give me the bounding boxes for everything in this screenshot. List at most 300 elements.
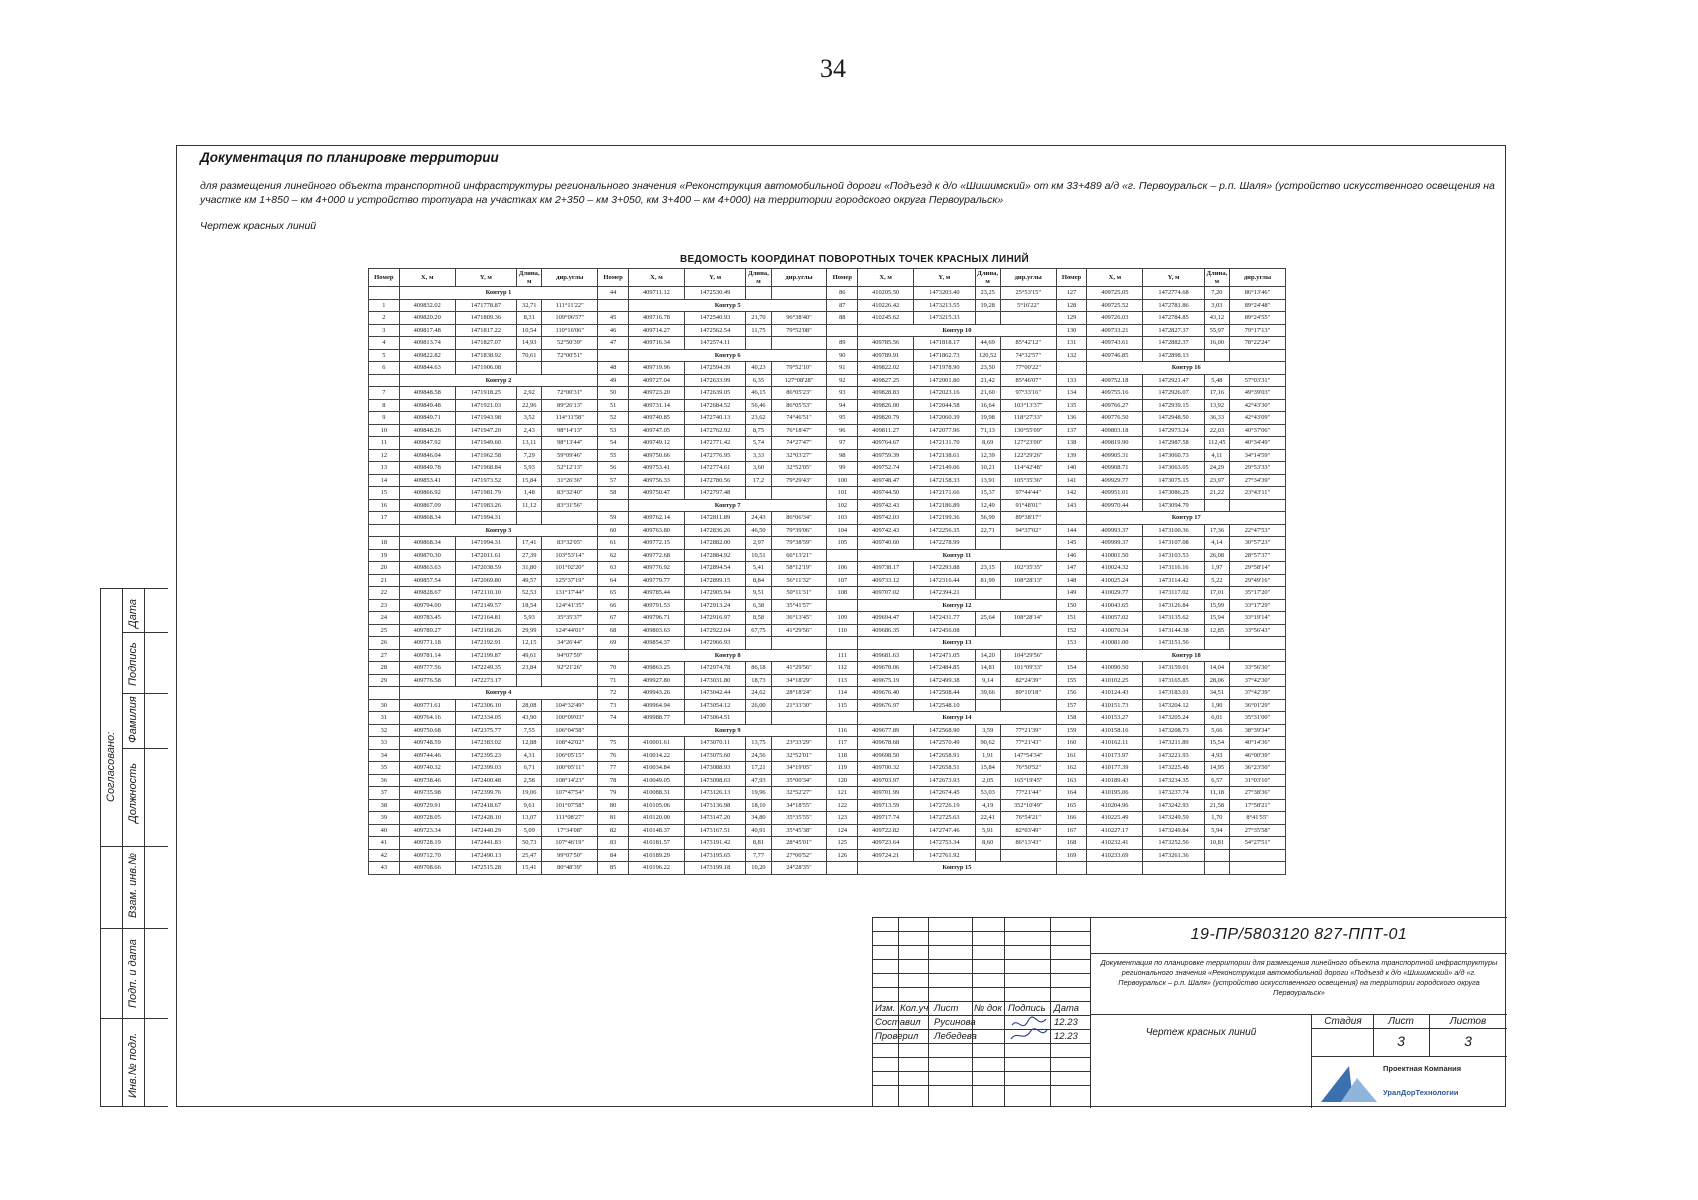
- table-cell: 33: [369, 737, 400, 750]
- table-cell: 1471994.31: [455, 512, 517, 525]
- table-cell: 25: [369, 624, 400, 637]
- table-cell: 26,00: [746, 699, 771, 712]
- table-cell: 33°56'43": [1229, 624, 1285, 637]
- hdr-izm: Изм.: [875, 1003, 896, 1014]
- table-cell: [1056, 649, 1087, 662]
- table-cell: 82°24'39": [1000, 674, 1056, 687]
- table-cell: 410196.22: [628, 862, 684, 875]
- table-cell: 36°01'29": [1229, 699, 1285, 712]
- table-cell: 409740.85: [628, 412, 684, 425]
- table-cell: 137: [1056, 424, 1087, 437]
- table-cell: 409854.37: [628, 637, 684, 650]
- table-cell: 15,99: [1204, 599, 1229, 612]
- table-cell: 19,06: [517, 787, 542, 800]
- table-cell: 35°31'00": [1229, 712, 1285, 725]
- table-cell: 89°24'55": [1229, 312, 1285, 325]
- table-cell: 35: [369, 762, 400, 775]
- hdr-sign: Подпись: [1008, 1003, 1046, 1014]
- table-cell: 409819.90: [1087, 437, 1143, 450]
- table-cell: 409766.27: [1087, 399, 1143, 412]
- table-cell: [975, 312, 1000, 325]
- table-cell: 25°53'15": [1000, 287, 1056, 300]
- table-cell: 409927.80: [628, 674, 684, 687]
- table-cell: 410081.00: [1087, 637, 1143, 650]
- table-cell: 90,62: [975, 737, 1000, 750]
- table-cell: 41°29'56": [771, 624, 827, 637]
- table-cell: [975, 624, 1000, 637]
- table-cell: 32°03'27": [771, 449, 827, 462]
- table-cell: 117: [827, 737, 858, 750]
- table-cell: 28,08: [517, 699, 542, 712]
- table-cell: 15: [369, 487, 400, 500]
- table-cell: 1472913.24: [684, 599, 746, 612]
- table-cell: 86°05'23": [771, 387, 827, 400]
- table-cell: [1229, 637, 1285, 650]
- table-cell: [746, 337, 771, 350]
- table-cell: 163: [1056, 774, 1087, 787]
- table-cell: 127°23'00": [1000, 437, 1056, 450]
- table-cell: [517, 362, 542, 375]
- table-cell: 409694.47: [858, 612, 914, 625]
- table-cell: 41: [369, 837, 400, 850]
- table-cell: 1473205.24: [1143, 712, 1205, 725]
- table-cell: 11: [369, 437, 400, 450]
- table-cell: 15,54: [1204, 737, 1229, 750]
- table-cell: [827, 637, 858, 650]
- table-cell: 119: [827, 762, 858, 775]
- table-cell: 15,84: [517, 474, 542, 487]
- table-cell: 1472784.85: [1143, 312, 1205, 325]
- table-cell: 409708.66: [399, 862, 455, 875]
- table-cell: 409844.63: [399, 362, 455, 375]
- table-cell: 410034.84: [628, 762, 684, 775]
- table-cell: 1471809.36: [455, 312, 517, 325]
- table-cell: 409789.91: [858, 349, 914, 362]
- table-cell: 127: [1056, 287, 1087, 300]
- table-cell: 150: [1056, 599, 1087, 612]
- table-cell: 23,62: [746, 412, 771, 425]
- table-cell: 30: [369, 699, 400, 712]
- table-cell: 1472574.11: [684, 337, 746, 350]
- table-cell: 114°11'58": [542, 412, 598, 425]
- table-cell: [369, 374, 400, 387]
- table-cell: 17,01: [1204, 587, 1229, 600]
- table-cell: 16,64: [975, 399, 1000, 412]
- table-cell: 410205.50: [858, 287, 914, 300]
- table-row: [369, 849, 1286, 862]
- table-cell: 8°41'55": [1229, 812, 1285, 825]
- table-cell: 101°07'58": [542, 799, 598, 812]
- table-cell: 11,75: [746, 324, 771, 337]
- sign-date-label: Подп. и дата: [127, 939, 139, 1008]
- table-cell: 72: [598, 687, 629, 700]
- table-cell: 409828.67: [399, 587, 455, 600]
- table-cell: 39,66: [975, 687, 1000, 700]
- table-cell: 1472922.04: [684, 624, 746, 637]
- table-cell: 13: [369, 462, 400, 475]
- table-cell: 124°41'35": [542, 599, 598, 612]
- table-cell: 17°34'08": [542, 824, 598, 837]
- table-cell: 410151.73: [1087, 699, 1143, 712]
- table-row: [369, 674, 1286, 687]
- table-cell: 1472836.26: [684, 524, 746, 537]
- table-row: [369, 699, 1286, 712]
- table-cell: 40,23: [746, 362, 771, 375]
- table-cell: 1472916.97: [684, 612, 746, 625]
- table-cell: 18,10: [746, 799, 771, 812]
- table-cell: 121: [827, 787, 858, 800]
- table-cell: 111: [827, 649, 858, 662]
- table-cell: 409716.34: [628, 337, 684, 350]
- table-cell: 1,70: [1204, 812, 1229, 825]
- table-cell: 79°52'10": [771, 362, 827, 375]
- table-cell: 410233.69: [1087, 849, 1143, 862]
- title-block-main: [1090, 917, 1507, 1108]
- table-cell: 30°57'23": [1229, 537, 1285, 550]
- table-cell: 410148.37: [628, 824, 684, 837]
- table-cell: [1204, 637, 1229, 650]
- table-cell: 129: [1056, 312, 1087, 325]
- table-cell: 53: [598, 424, 629, 437]
- table-cell: 1472771.42: [684, 437, 746, 450]
- table-cell: 101°02'20": [542, 562, 598, 575]
- table-cell: 152: [1056, 624, 1087, 637]
- table-cell: 96°38'40": [771, 312, 827, 325]
- table-cell: 409749.12: [628, 437, 684, 450]
- table-cell: 23,97: [1204, 474, 1229, 487]
- table-cell: 106°04'58": [542, 724, 598, 737]
- table-cell: 1473103.53: [1143, 549, 1205, 562]
- table-cell: 410001.50: [1087, 549, 1143, 562]
- table-cell: 1472515.28: [455, 862, 517, 875]
- table-cell: 27°00'52": [771, 849, 827, 862]
- table-cell: 409832.02: [399, 299, 455, 312]
- table-cell: 108°42'02": [542, 737, 598, 750]
- table-cell: 410226.42: [858, 299, 914, 312]
- table-cell: 2,92: [517, 387, 542, 400]
- table-cell: 409675.19: [858, 674, 914, 687]
- table-cell: 39: [369, 812, 400, 825]
- table-cell: 147°54'34": [1000, 749, 1056, 762]
- table-cell: 409781.14: [399, 649, 455, 662]
- table-cell: [1204, 349, 1229, 362]
- table-cell: 34°19'05": [771, 762, 827, 775]
- table-cell: 1472383.02: [455, 737, 517, 750]
- table-cell: 1472899.15: [684, 574, 746, 587]
- table-cell: 21,42: [975, 374, 1000, 387]
- table-cell: 409828.83: [858, 387, 914, 400]
- table-cell: 1473215.33: [914, 312, 976, 325]
- table-cell: 409849.48: [399, 399, 455, 412]
- table-cell: 409943.26: [628, 687, 684, 700]
- table-cell: 6: [369, 362, 400, 375]
- table-cell: 22,03: [1204, 424, 1229, 437]
- table-cell: 4,93: [1204, 749, 1229, 762]
- table-cell: 409686.35: [858, 624, 914, 637]
- table-cell: 410124.43: [1087, 687, 1143, 700]
- table-cell: 86°13'43": [1000, 837, 1056, 850]
- table-cell: 43: [369, 862, 400, 875]
- table-cell: [517, 674, 542, 687]
- contour-label: Контур 4: [399, 687, 597, 700]
- table-cell: 27,39: [517, 549, 542, 562]
- table-cell: 86: [827, 287, 858, 300]
- hdr-date: Дата: [1054, 1003, 1080, 1014]
- table-cell: 13,92: [1204, 399, 1229, 412]
- table-cell: 165°19'45": [1000, 774, 1056, 787]
- table-cell: 1472781.86: [1143, 299, 1205, 312]
- table-cell: 28: [369, 662, 400, 675]
- table-cell: 22,96: [517, 399, 542, 412]
- table-cell: 23°33'29": [771, 737, 827, 750]
- contour-label: Контур 13: [858, 637, 1056, 650]
- table-row: [369, 799, 1286, 812]
- table-row: [369, 337, 1286, 350]
- table-cell: [1204, 862, 1229, 875]
- table-row: [369, 499, 1286, 512]
- table-cell: 75: [598, 737, 629, 750]
- table-cell: 19,96: [746, 787, 771, 800]
- table-cell: 409993.37: [1087, 524, 1143, 537]
- hdr-ndok: № док: [974, 1003, 1002, 1014]
- table-cell: 72°00'31": [542, 387, 598, 400]
- table-row: [369, 299, 1286, 312]
- table-cell: 1473237.74: [1143, 787, 1205, 800]
- table-cell: [369, 524, 400, 537]
- table-cell: 410014.22: [628, 749, 684, 762]
- table-cell: 53,03: [975, 787, 1000, 800]
- table-cell: 23,25: [975, 287, 1000, 300]
- table-cell: 6,01: [1204, 712, 1229, 725]
- table-cell: 5,93: [517, 612, 542, 625]
- table-cell: 89: [827, 337, 858, 350]
- table-cell: 127°08'28": [771, 374, 827, 387]
- table-cell: 14,20: [975, 649, 1000, 662]
- table-cell: 120: [827, 774, 858, 787]
- table-cell: 409735.98: [399, 787, 455, 800]
- table-cell: 409905.31: [1087, 449, 1143, 462]
- table-cell: 1472293.88: [914, 562, 976, 575]
- table-cell: 50°11'31": [771, 587, 827, 600]
- table-cell: 69: [598, 637, 629, 650]
- table-cell: 1,97: [1204, 562, 1229, 575]
- table-cell: 410043.65: [1087, 599, 1143, 612]
- table-cell: 22°47'53": [1229, 524, 1285, 537]
- table-cell: [771, 337, 827, 350]
- column-header: дир.углы: [771, 269, 827, 287]
- table-cell: 1471949.60: [455, 437, 517, 450]
- table-cell: 29°49'16": [1229, 574, 1285, 587]
- table-cell: 1473147.20: [684, 812, 746, 825]
- table-cell: 1472273.17: [455, 674, 517, 687]
- table-cell: 1472077.96: [914, 424, 976, 437]
- table-cell: 410049.05: [628, 774, 684, 787]
- table-cell: 154: [1056, 662, 1087, 675]
- table-cell: 136: [1056, 412, 1087, 425]
- table-cell: 54°27'51": [1229, 837, 1285, 850]
- table-cell: 5,48: [1204, 374, 1229, 387]
- table-cell: 1472939.15: [1143, 399, 1205, 412]
- table-cell: 1473126.84: [1143, 599, 1205, 612]
- table-cell: 76°54'21": [1000, 812, 1056, 825]
- table-cell: 101: [827, 487, 858, 500]
- table-header-row: [369, 269, 1286, 287]
- table-cell: 1473107.08: [1143, 537, 1205, 550]
- table-cell: 12,88: [517, 737, 542, 750]
- table-cell: 409951.01: [1087, 487, 1143, 500]
- table-cell: 97°44'44": [1000, 487, 1056, 500]
- table-cell: 1472471.05: [914, 649, 976, 662]
- table-cell: 1472673.93: [914, 774, 976, 787]
- table-cell: 5: [369, 349, 400, 362]
- table-cell: 1473234.35: [1143, 774, 1205, 787]
- table-cell: 2: [369, 312, 400, 325]
- table-cell: 1473031.80: [684, 674, 746, 687]
- table-cell: 1473094.79: [1143, 499, 1205, 512]
- table-cell: 52°12'13": [542, 462, 598, 475]
- table-row: [369, 562, 1286, 575]
- table-cell: [975, 849, 1000, 862]
- table-cell: 31,80: [517, 562, 542, 575]
- table-cell: 1473221.93: [1143, 749, 1205, 762]
- table-cell: 40°37'06": [1229, 424, 1285, 437]
- table-cell: 1,48: [517, 487, 542, 500]
- table-cell: 410225.49: [1087, 812, 1143, 825]
- table-cell: 112,45: [1204, 437, 1229, 450]
- table-cell: 409780.27: [399, 624, 455, 637]
- table-cell: 144: [1056, 524, 1087, 537]
- table-cell: 153: [1056, 637, 1087, 650]
- table-cell: 410120.00: [628, 812, 684, 825]
- table-cell: 167: [1056, 824, 1087, 837]
- table-cell: 14,95: [1204, 762, 1229, 775]
- table-cell: 410024.32: [1087, 562, 1143, 575]
- table-cell: 85: [598, 862, 629, 875]
- table-cell: 1473136.98: [684, 799, 746, 812]
- column-header: Номер: [827, 269, 858, 287]
- table-cell: 111°08'27": [542, 812, 598, 825]
- table-row: [369, 724, 1286, 737]
- table-cell: 24,56: [746, 749, 771, 762]
- table-cell: 1472490.13: [455, 849, 517, 862]
- table-cell: 409848.58: [399, 387, 455, 400]
- table-cell: 120,52: [975, 349, 1000, 362]
- table-cell: 7: [369, 387, 400, 400]
- table-cell: 11,18: [1204, 787, 1229, 800]
- table-cell: 8,75: [746, 424, 771, 437]
- table-cell: 7,77: [746, 849, 771, 862]
- table-cell: 5,91: [975, 824, 1000, 837]
- table-cell: 141: [1056, 474, 1087, 487]
- table-cell: 409740.32: [399, 762, 455, 775]
- table-cell: 1472926.07: [1143, 387, 1205, 400]
- table-row: [369, 649, 1286, 662]
- table-cell: 23,50: [975, 362, 1000, 375]
- table-cell: 138: [1056, 437, 1087, 450]
- table-cell: 409846.04: [399, 449, 455, 462]
- table-cell: 1472249.35: [455, 662, 517, 675]
- table-cell: 409776.92: [628, 562, 684, 575]
- table-cell: 19,28: [975, 299, 1000, 312]
- table-cell: 409803.18: [1087, 424, 1143, 437]
- table-cell: 132: [1056, 349, 1087, 362]
- table-cell: 164: [1056, 787, 1087, 800]
- table-cell: 1472394.21: [914, 587, 976, 600]
- contour-label: Контур 9: [628, 724, 826, 737]
- table-cell: 1472428.10: [455, 812, 517, 825]
- table-cell: 131: [1056, 337, 1087, 350]
- table-cell: 1472171.66: [914, 487, 976, 500]
- table-cell: 1473249.84: [1143, 824, 1205, 837]
- table-cell: 9,51: [746, 587, 771, 600]
- table-cell: 92: [827, 374, 858, 387]
- table-cell: 1473213.55: [914, 299, 976, 312]
- table-cell: 38°39'34": [1229, 724, 1285, 737]
- table-cell: 3: [369, 324, 400, 337]
- table-cell: 12,39: [975, 449, 1000, 462]
- column-header: Номер: [598, 269, 629, 287]
- table-cell: 66°13'21": [771, 549, 827, 562]
- table-cell: 76°50'52": [1000, 762, 1056, 775]
- table-cell: 16,00: [1204, 337, 1229, 350]
- table-cell: [1204, 499, 1229, 512]
- table-cell: 165: [1056, 799, 1087, 812]
- table-cell: 1472316.44: [914, 574, 976, 587]
- table-cell: 1472149.57: [455, 599, 517, 612]
- table-cell: 3,52: [517, 412, 542, 425]
- table-cell: [746, 487, 771, 500]
- column-header: дир.углы: [1000, 269, 1056, 287]
- table-cell: 409703.97: [858, 774, 914, 787]
- table-cell: 1472069.80: [455, 574, 517, 587]
- table-cell: 6,71: [517, 762, 542, 775]
- table-cell: 1473167.51: [684, 824, 746, 837]
- table-cell: 409866.92: [399, 487, 455, 500]
- table-cell: 1472186.89: [914, 499, 976, 512]
- table-cell: 169: [1056, 849, 1087, 862]
- table-cell: 26,08: [1204, 549, 1229, 562]
- table-cell: 409742.43: [858, 499, 914, 512]
- table-cell: 77°21'43": [1000, 737, 1056, 750]
- table-cell: 409777.56: [399, 662, 455, 675]
- compiled-label: Составил: [875, 1017, 921, 1028]
- table-cell: 1473098.63: [684, 774, 746, 787]
- table-cell: 35°00'34": [771, 774, 827, 787]
- table-cell: 83°32'05": [542, 537, 598, 550]
- table-cell: 1472827.37: [1143, 324, 1205, 337]
- table-cell: 409783.45: [399, 612, 455, 625]
- table-cell: 95: [827, 412, 858, 425]
- table-cell: 102°35'35": [1000, 562, 1056, 575]
- table-cell: 1471817.22: [455, 324, 517, 337]
- table-cell: 1473165.85: [1143, 674, 1205, 687]
- table-cell: 1472570.49: [914, 737, 976, 750]
- table-cell: 40°34'49": [1229, 437, 1285, 450]
- table-cell: 35°35'55": [771, 812, 827, 825]
- table-cell: 1,90: [1204, 699, 1229, 712]
- table-cell: 97: [827, 437, 858, 450]
- table-cell: 1473075.60: [684, 749, 746, 762]
- table-cell: 63: [598, 562, 629, 575]
- table-row: [369, 787, 1286, 800]
- table-cell: 409772.15: [628, 537, 684, 550]
- table-cell: 158: [1056, 712, 1087, 725]
- table-cell: 142: [1056, 487, 1087, 500]
- table-cell: 166: [1056, 812, 1087, 825]
- title-block-drawing-name: Чертеж красных линий: [1145, 1027, 1257, 1038]
- table-cell: [542, 512, 598, 525]
- table-cell: 57: [598, 474, 629, 487]
